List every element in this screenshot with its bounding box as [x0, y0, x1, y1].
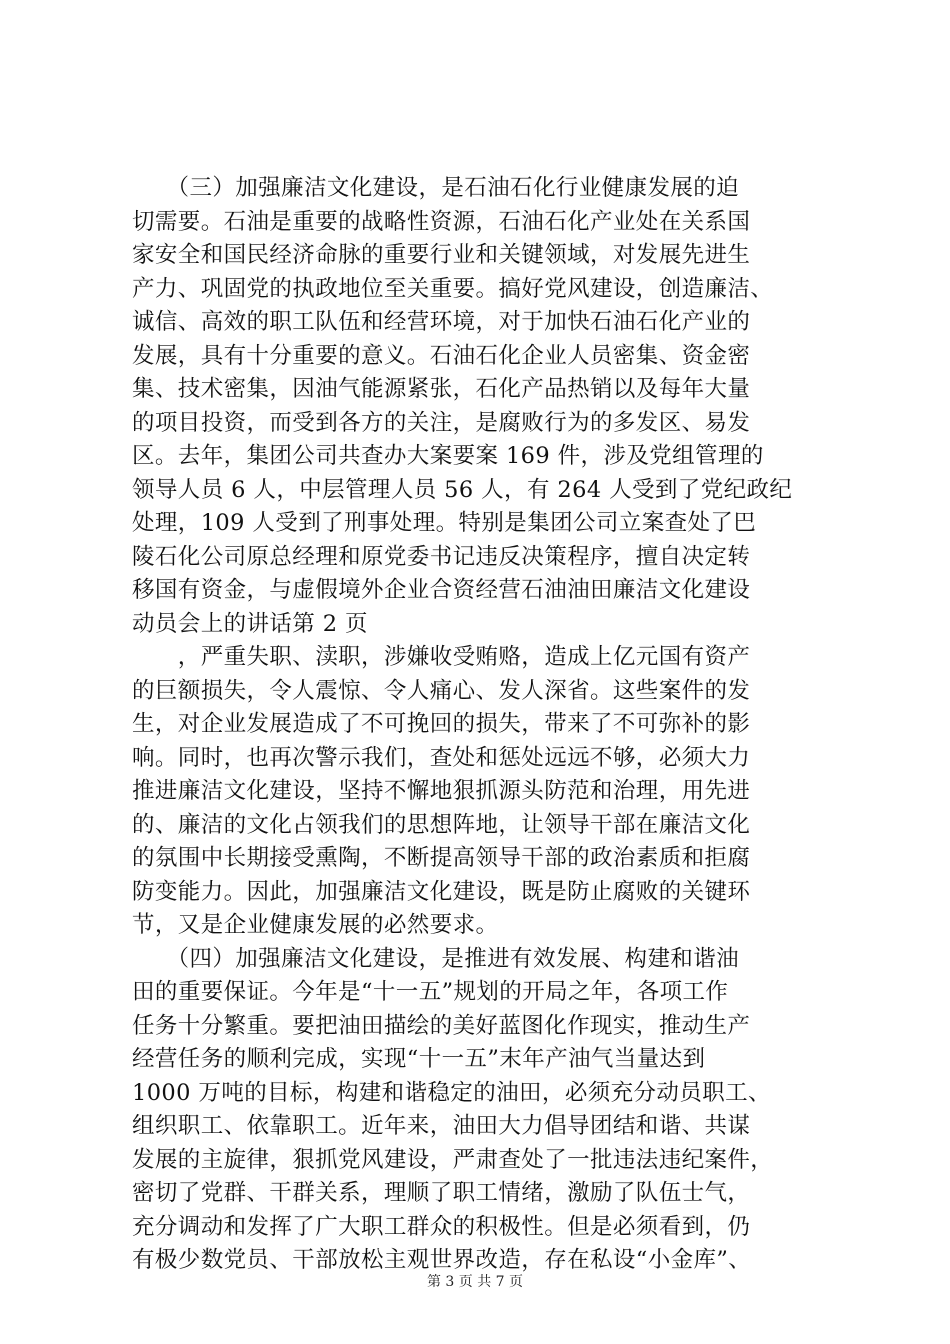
text-line: 的、廉洁的文化占领我们的思想阵地，让领导干部在廉洁文化 — [132, 811, 751, 838]
body-text — [132, 172, 832, 1278]
text-line: （三）加强廉洁文化建设，是石油石化行业健康发展的迫 — [132, 175, 740, 201]
text-line: 诚信、高效的职工队伍和经营环境，对于加快石油石化产业的 — [132, 309, 751, 335]
text-line: 动员会上的讲话第 2 页 — [132, 610, 368, 637]
page-footer: 第 3 页 共 7 页 — [426, 1274, 524, 1290]
text-line: 领导人员 6 人，中层管理人员 56 人，有 264 人受到了党纪政纪 — [132, 476, 793, 503]
text-line: 生，对企业发展造成了不可挽回的损失，带来了不可弥补的影 — [132, 711, 751, 737]
text-line: 家安全和国民经济命脉的重要行业和关键领域，对发展先进生 — [132, 242, 751, 268]
text-line: 区。去年，集团公司共查办大案要案 169 件，涉及党组管理的 — [132, 443, 764, 469]
text-line: 移国有资金，与虚假境外企业合资经营石油油田廉洁文化建设 — [132, 577, 751, 603]
text-line: 节，又是企业健康发展的必然要求。 — [132, 912, 499, 938]
text-line: 密切了党群、干群关系，理顺了职工情绪，激励了队伍士气， — [132, 1180, 751, 1206]
text-line: 处理，109 人受到了刑事处理。特别是集团公司立案查处了巴 — [132, 510, 757, 536]
text-line: 任务十分繁重。要把油田描绘的美好蓝图化作现实，推动生产 — [132, 1012, 751, 1039]
text-line: 陵石化公司原总经理和原党委书记违反决策程序，擅自决定转 — [132, 543, 751, 570]
text-line: （四）加强廉洁文化建设，是推进有效发展、构建和谐油 — [132, 945, 740, 972]
text-line: ，严重失职、渎职，涉嫌收受贿赂，造成上亿元国有资产 — [132, 644, 751, 670]
text-line: 1000 万吨的目标，构建和谐稳定的油田，必须充分动员职工、 — [132, 1079, 771, 1106]
text-line: 推进廉洁文化建设，坚持不懈地狠抓源头防范和治理，用先进 — [132, 778, 751, 804]
text-line: 响。同时，也再次警示我们，查处和惩处远远不够，必须大力 — [132, 744, 751, 771]
text-line: 发展的主旋律，狠抓党风建设，严肃查处了一批违法违纪案件， — [132, 1146, 774, 1173]
text-line: 的氛围中长期接受熏陶，不断提高领导干部的政治素质和拒腐 — [132, 845, 751, 871]
text-line: 产力、巩固党的执政地位至关重要。搞好党风建设，创造廉洁、 — [132, 275, 774, 302]
text-line: 有极少数党员、干部放松主观世界改造，存在私设“小金库”、 — [132, 1247, 752, 1273]
text-line: 经营任务的顺利完成，实现“十一五”末年产油气当量达到 — [132, 1046, 706, 1072]
text-line: 防变能力。因此，加强廉洁文化建设，既是防止腐败的关键环 — [132, 878, 751, 905]
text-line: 切需要。石油是重要的战略性资源，石油石化产业处在关系国 — [132, 208, 751, 235]
text-line: 田的重要保证。今年是“十一五”规划的开局之年，各项工作 — [132, 979, 729, 1005]
text-line: 发展，具有十分重要的意义。石油石化企业人员密集、资金密 — [132, 342, 751, 369]
text-line: 充分调动和发挥了广大职工群众的积极性。但是必须看到，仍 — [132, 1213, 751, 1240]
text-line: 的项目投资，而受到各方的关注，是腐败行为的多发区、易发 — [132, 409, 751, 436]
text-line: 的巨额损失，令人震惊、令人痛心、发人深省。这些案件的发 — [132, 677, 751, 704]
text-line: 组织职工、依靠职工。近年来，油田大力倡导团结和谐、共谋 — [132, 1113, 751, 1139]
text-line: 集、技术密集，因油气能源紧张，石化产品热销以及每年大量 — [132, 376, 751, 402]
